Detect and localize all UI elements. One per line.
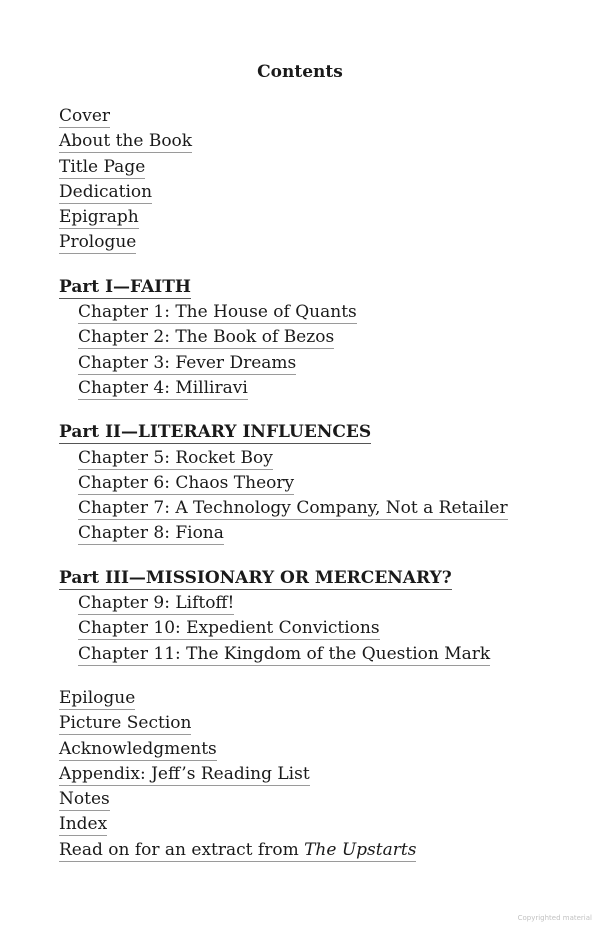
toc-part-heading[interactable]: Part I—FAITH [59, 276, 191, 297]
toc-link-acknowledgments[interactable] [59, 737, 579, 762]
toc-link-text[interactable]: Dedication [59, 181, 153, 202]
toc-link-text[interactable]: Chapter 5: Rocket Boy [78, 447, 273, 468]
toc-link-text[interactable]: Chapter 7: A Technology Company, Not a Retailer [78, 498, 508, 519]
toc-link-text[interactable]: About the Book [59, 131, 193, 152]
toc-link-dedication[interactable] [59, 180, 579, 205]
toc-part-heading[interactable]: Part II—LITERARY INFLUENCES [59, 422, 372, 443]
toc-link-epilogue[interactable] [59, 686, 579, 711]
toc-link-text[interactable]: Chapter 9: Liftoff! [78, 593, 235, 614]
toc-link-text[interactable]: Title Page [59, 156, 146, 177]
toc-chapter-1[interactable] [59, 300, 579, 325]
toc-chapter-8[interactable] [59, 521, 579, 546]
toc-link-text[interactable]: Chapter 4: Milliravi [78, 377, 248, 398]
toc-chapter-7[interactable] [59, 496, 579, 521]
toc-part-heading[interactable]: Part III—MISSIONARY OR MERCENARY? [59, 567, 452, 588]
toc-link-text[interactable]: Epilogue [59, 687, 136, 708]
copyright-watermark: Copyrighted material [517, 914, 592, 922]
toc-link-text[interactable]: Appendix: Jeff’s Reading List [59, 763, 310, 784]
toc-link-text[interactable]: Chapter 8: Fiona [78, 523, 224, 544]
toc-chapter-9[interactable] [59, 591, 579, 616]
extract-book-title: The Upstarts [304, 839, 417, 860]
section-spacer [59, 667, 579, 686]
extract-prefix: Read on for an extract from [59, 839, 305, 860]
toc-link-text[interactable]: Chapter 10: Expedient Convictions [78, 618, 380, 639]
toc-link-text[interactable]: Chapter 3: Fever Dreams [78, 352, 297, 373]
table-of-contents [59, 104, 579, 863]
toc-link-appendix[interactable] [59, 762, 579, 787]
toc-link-index[interactable] [59, 812, 579, 837]
section-spacer [59, 547, 579, 566]
toc-link-title-page[interactable] [59, 155, 579, 180]
toc-link-text[interactable]: Picture Section [59, 713, 192, 734]
toc-part-2[interactable] [59, 420, 579, 445]
toc-chapter-4[interactable] [59, 376, 579, 401]
page-title: Contents [257, 62, 343, 82]
toc-link-text[interactable]: Chapter 6: Chaos Theory [78, 472, 295, 493]
toc-part-3[interactable] [59, 566, 579, 591]
toc-link-text[interactable]: Chapter 11: The Kingdom of the Question Mark [78, 643, 491, 664]
toc-chapter-10[interactable] [59, 616, 579, 641]
toc-link-text[interactable]: Cover [59, 106, 111, 126]
section-spacer [59, 401, 579, 420]
toc-link-text[interactable]: Chapter 2: The Book of Bezos [78, 327, 335, 348]
toc-chapter-2[interactable] [59, 325, 579, 350]
toc-link-picture-section[interactable] [59, 711, 579, 736]
toc-link-text[interactable] [59, 840, 416, 862]
toc-link-text[interactable]: Notes [59, 789, 110, 810]
toc-link-text[interactable]: Prologue [59, 232, 137, 253]
toc-chapter-5[interactable] [59, 446, 579, 471]
toc-chapter-11[interactable] [59, 642, 579, 667]
toc-link-notes[interactable] [59, 787, 579, 812]
toc-part-1[interactable] [59, 275, 579, 300]
toc-link-cover[interactable] [59, 104, 579, 129]
toc-chapter-6[interactable] [59, 471, 579, 496]
toc-link-epigraph[interactable] [59, 205, 579, 230]
toc-link-about-the-book[interactable] [59, 129, 579, 154]
toc-link-text[interactable]: Chapter 1: The House of Quants [78, 302, 357, 323]
toc-chapter-3[interactable] [59, 351, 579, 376]
toc-link-extract[interactable] [59, 838, 579, 863]
toc-link-text[interactable]: Epigraph [59, 207, 139, 228]
section-spacer [59, 256, 579, 275]
toc-link-text[interactable]: Index [59, 814, 108, 835]
toc-link-prologue[interactable] [59, 230, 579, 255]
toc-link-text[interactable]: Acknowledgments [59, 738, 217, 759]
